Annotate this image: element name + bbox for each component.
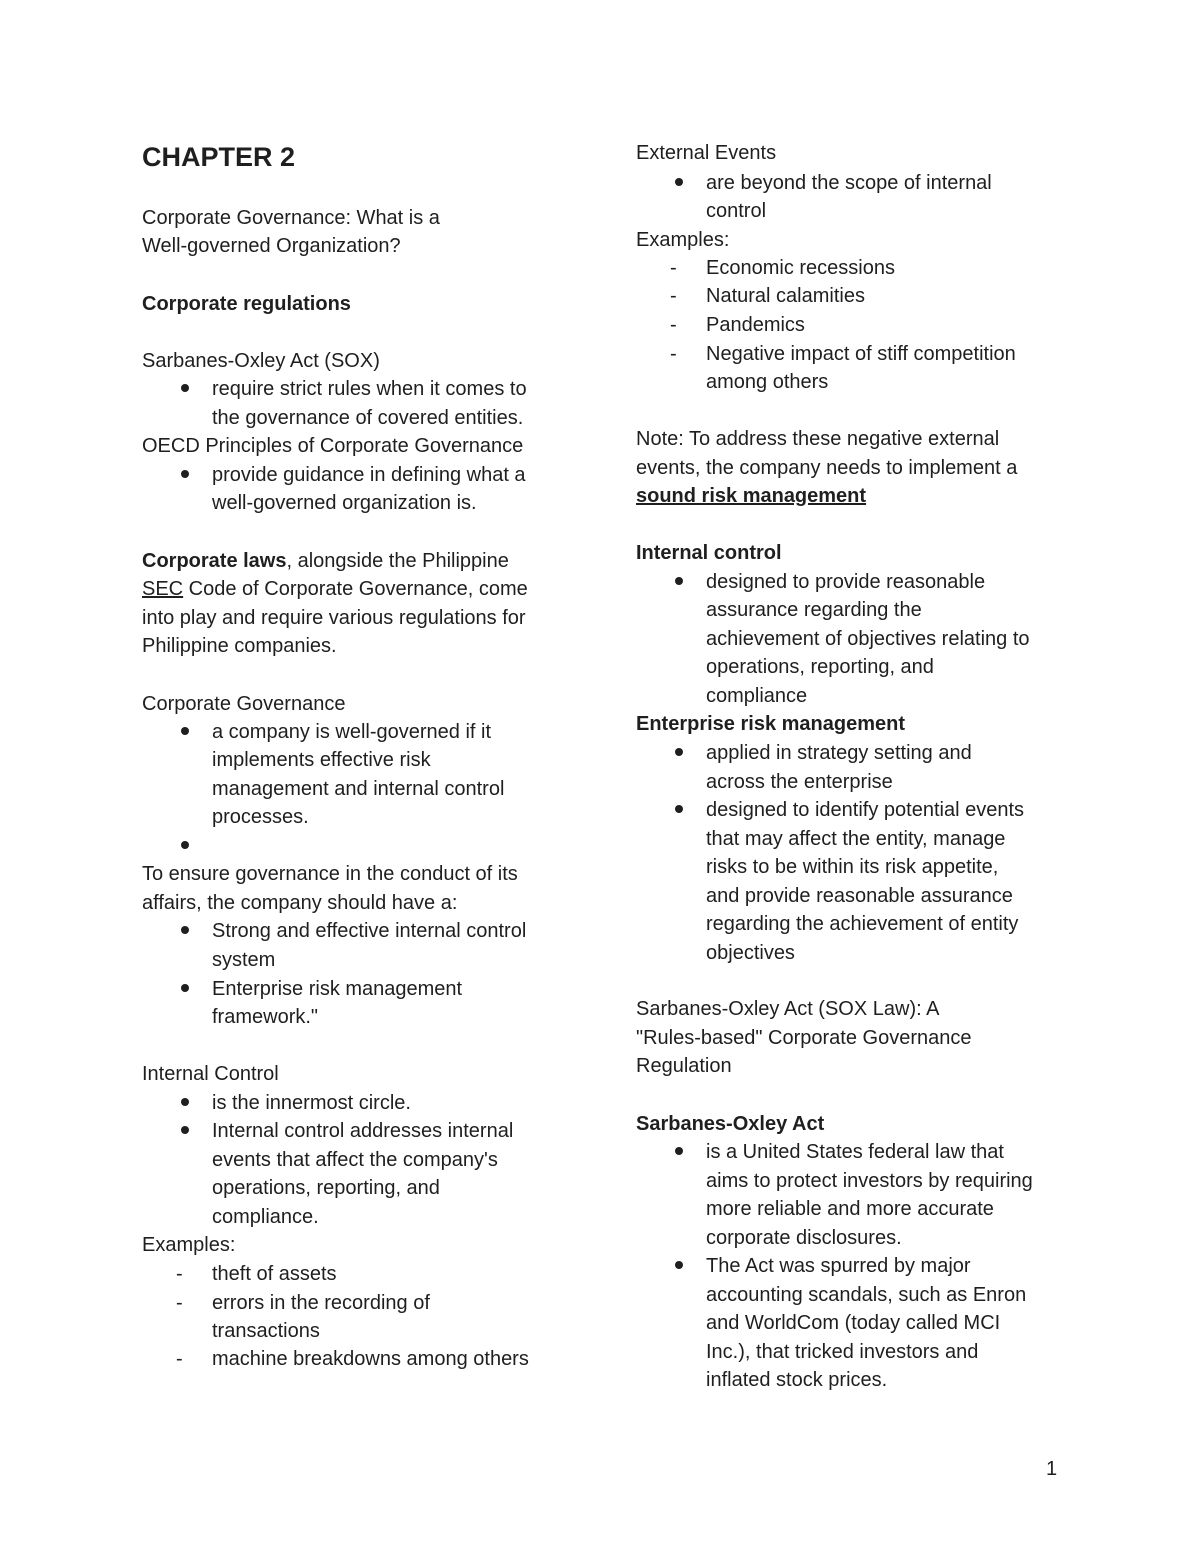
- sox-bullet-line-2: the governance of covered entities.: [212, 407, 524, 429]
- example-text: Pandemics: [706, 314, 805, 336]
- bullet-text: require strict rules when it comes to: [212, 378, 527, 400]
- corporate-laws-line-4: Philippine companies.: [142, 635, 337, 657]
- bullet-text: designed to provide reasonable: [706, 571, 986, 593]
- ic-bullet-2-line-3: operations, reporting, and: [212, 1177, 440, 1199]
- ext-example-1: [670, 254, 895, 283]
- note-line-2: events, the company needs to implement a: [636, 457, 1018, 479]
- sox-law-line-3: Regulation: [636, 1055, 732, 1077]
- soa-bullet-1-line-4: corporate disclosures.: [706, 1227, 902, 1249]
- corporate-laws-line-3: into play and require various regulations for: [142, 607, 526, 629]
- sarbanes-oxley-heading: Sarbanes-Oxley Act: [636, 1113, 825, 1135]
- bullet-icon: [181, 1098, 189, 1106]
- bullet-text: designed to identify potential events: [706, 799, 1024, 821]
- soa-bullet-1-line-2: aims to protect investors by requiring: [706, 1170, 1033, 1192]
- soa-bullet-2-line-2: accounting scandals, such as Enron: [706, 1284, 1027, 1306]
- ensure-line-1: To ensure governance in the conduct of its: [142, 863, 518, 885]
- ic-bullet-2-line-1: [212, 1117, 513, 1146]
- erm-bullet-2-line-2: that may affect the entity, manage: [706, 828, 1006, 850]
- bullet-text: are beyond the scope of internal: [706, 172, 992, 194]
- oecd-bullet-line-2: well-governed organization is.: [212, 492, 477, 514]
- examples-label: Examples:: [142, 1234, 236, 1256]
- soa-bullet-2-line-5: inflated stock prices.: [706, 1369, 888, 1391]
- internal-control-label: Internal Control: [142, 1063, 279, 1085]
- bullet-icon: [181, 470, 189, 478]
- bullet-text: Internal control addresses internal: [212, 1120, 514, 1142]
- corporate-laws-rest: , alongside the Philippine: [286, 550, 509, 572]
- cg-bullet-line-4: processes.: [212, 806, 309, 828]
- corporate-laws-line-1: [142, 547, 509, 576]
- bullet-text: Strong and effective internal control: [212, 920, 527, 942]
- ic-bullet-2-line-2: events that affect the company's: [212, 1149, 498, 1171]
- soa-bullet-1-line-3: more reliable and more accurate: [706, 1198, 994, 1220]
- ext-bullet-line-2: control: [706, 200, 767, 222]
- bullet-text: a company is well-governed if it: [212, 721, 492, 743]
- corporate-laws-bold: Corporate laws: [142, 550, 287, 572]
- soa-bullet-2-line-1: [706, 1252, 971, 1281]
- example-text: errors in the recording of: [212, 1292, 430, 1314]
- ric-bullet-line-5: compliance: [706, 685, 808, 707]
- dash-icon: -: [176, 1292, 183, 1314]
- sox-law-line-1: Sarbanes-Oxley Act (SOX Law): A: [636, 998, 940, 1020]
- example-text: machine breakdowns among others: [212, 1348, 529, 1370]
- bullet-text: is a United States federal law that: [706, 1141, 1004, 1163]
- example-3: [176, 1345, 529, 1374]
- example-1: [176, 1260, 337, 1289]
- subtitle-line-2: Well-governed Organization?: [142, 235, 401, 257]
- ensure-line-2: affairs, the company should have a:: [142, 892, 458, 914]
- sox-law-line-2: "Rules-based" Corporate Governance: [636, 1027, 972, 1049]
- bullet-icon: [181, 841, 189, 849]
- bullet-icon: [181, 727, 189, 735]
- corporate-laws-line-2-rest: Code of Corporate Governance, come: [183, 578, 528, 600]
- example-2-line-2: transactions: [212, 1320, 320, 1342]
- ext-example-4-line-2: among others: [706, 371, 829, 393]
- ensure-bullet-2-line-2: framework.": [212, 1006, 319, 1028]
- bullet-icon: [181, 926, 189, 934]
- subtitle-line-1: Corporate Governance: What is a: [142, 207, 440, 229]
- bullet-icon: [181, 984, 189, 992]
- examples-label-right: Examples:: [636, 229, 730, 251]
- soa-bullet-2-line-3: and WorldCom (today called MCI: [706, 1312, 1001, 1334]
- dash-icon: -: [670, 285, 677, 307]
- corporate-governance-label: Corporate Governance: [142, 693, 346, 715]
- ensure-bullet-2-line-1: [212, 975, 462, 1004]
- ext-example-2: [670, 282, 865, 311]
- bullet-text: The Act was spurred by major: [706, 1255, 971, 1277]
- external-events-label: External Events: [636, 142, 777, 164]
- ic-bullet-2-line-4: compliance.: [212, 1206, 319, 1228]
- bullet-icon: [675, 805, 683, 813]
- oecd-bullet-line-1: [212, 461, 526, 490]
- erm-bullet-1-line-1: [706, 739, 972, 768]
- bullet-icon: [675, 1147, 683, 1155]
- ric-bullet-line-1: [706, 568, 985, 597]
- internal-control-heading: Internal control: [636, 542, 782, 564]
- cg-bullet-line-1: [212, 718, 491, 747]
- erm-bullet-2-line-3: risks to be within its risk appetite,: [706, 856, 999, 878]
- sox-label: Sarbanes-Oxley Act (SOX): [142, 350, 380, 372]
- ric-bullet-line-4: operations, reporting, and: [706, 656, 934, 678]
- dash-icon: -: [176, 1263, 183, 1285]
- oecd-label: OECD Principles of Corporate Governance: [142, 435, 524, 457]
- example-2-line-1: [176, 1289, 430, 1318]
- ext-example-4-line-1: [670, 340, 1016, 369]
- soa-bullet-2-line-4: Inc.), that tricked investors and: [706, 1341, 979, 1363]
- cg-bullet-line-3: management and internal control: [212, 778, 505, 800]
- cg-bullet-line-2: implements effective risk: [212, 749, 431, 771]
- erm-bullet-2-line-6: objectives: [706, 942, 795, 964]
- page-number: 1: [1046, 1458, 1058, 1480]
- erm-bullet-2-line-1: [706, 796, 1024, 825]
- bullet-text: applied in strategy setting and: [706, 742, 972, 764]
- bullet-icon: [675, 748, 683, 756]
- example-text: Natural calamities: [706, 285, 865, 307]
- chapter-title: CHAPTER 2: [142, 142, 296, 172]
- ric-bullet-line-2: assurance regarding the: [706, 599, 922, 621]
- bullet-text: Enterprise risk management: [212, 978, 463, 1000]
- erm-bullet-2-line-5: regarding the achievement of entity: [706, 913, 1019, 935]
- erm-heading: Enterprise risk management: [636, 713, 905, 735]
- ensure-bullet-1-line-1: [212, 917, 526, 946]
- example-text: theft of assets: [212, 1263, 337, 1285]
- dash-icon: -: [670, 314, 677, 336]
- ic-bullet-1: [212, 1089, 411, 1118]
- corporate-regulations-heading: Corporate regulations: [142, 293, 351, 315]
- dash-icon: -: [670, 257, 677, 279]
- dash-icon: -: [670, 343, 677, 365]
- bullet-text: provide guidance in defining what a: [212, 464, 526, 486]
- example-text: Negative impact of stiff competition: [706, 343, 1016, 365]
- erm-bullet-2-line-4: and provide reasonable assurance: [706, 885, 1013, 907]
- dash-icon: -: [176, 1348, 183, 1370]
- ric-bullet-line-3: achievement of objectives relating to: [706, 628, 1030, 650]
- note-line-3-sound-risk-management: sound risk management: [636, 485, 867, 507]
- soa-bullet-1-line-1: [706, 1138, 1004, 1167]
- ensure-bullet-1-line-2: system: [212, 949, 276, 971]
- bullet-icon: [675, 1261, 683, 1269]
- example-text: Economic recessions: [706, 257, 895, 279]
- corporate-laws-line-2: [142, 575, 528, 604]
- sec-underlined: SEC: [142, 578, 184, 600]
- bullet-icon: [675, 577, 683, 585]
- bullet-icon: [181, 1126, 189, 1134]
- bullet-icon: [181, 384, 189, 392]
- bullet-icon: [675, 178, 683, 186]
- note-line-1: Note: To address these negative external: [636, 428, 1000, 450]
- bullet-text: is the innermost circle.: [212, 1092, 411, 1114]
- erm-bullet-1-line-2: across the enterprise: [706, 771, 893, 793]
- ext-bullet-line-1: [706, 169, 992, 198]
- ext-example-3: [670, 311, 805, 340]
- sox-bullet-line-1: [212, 375, 527, 404]
